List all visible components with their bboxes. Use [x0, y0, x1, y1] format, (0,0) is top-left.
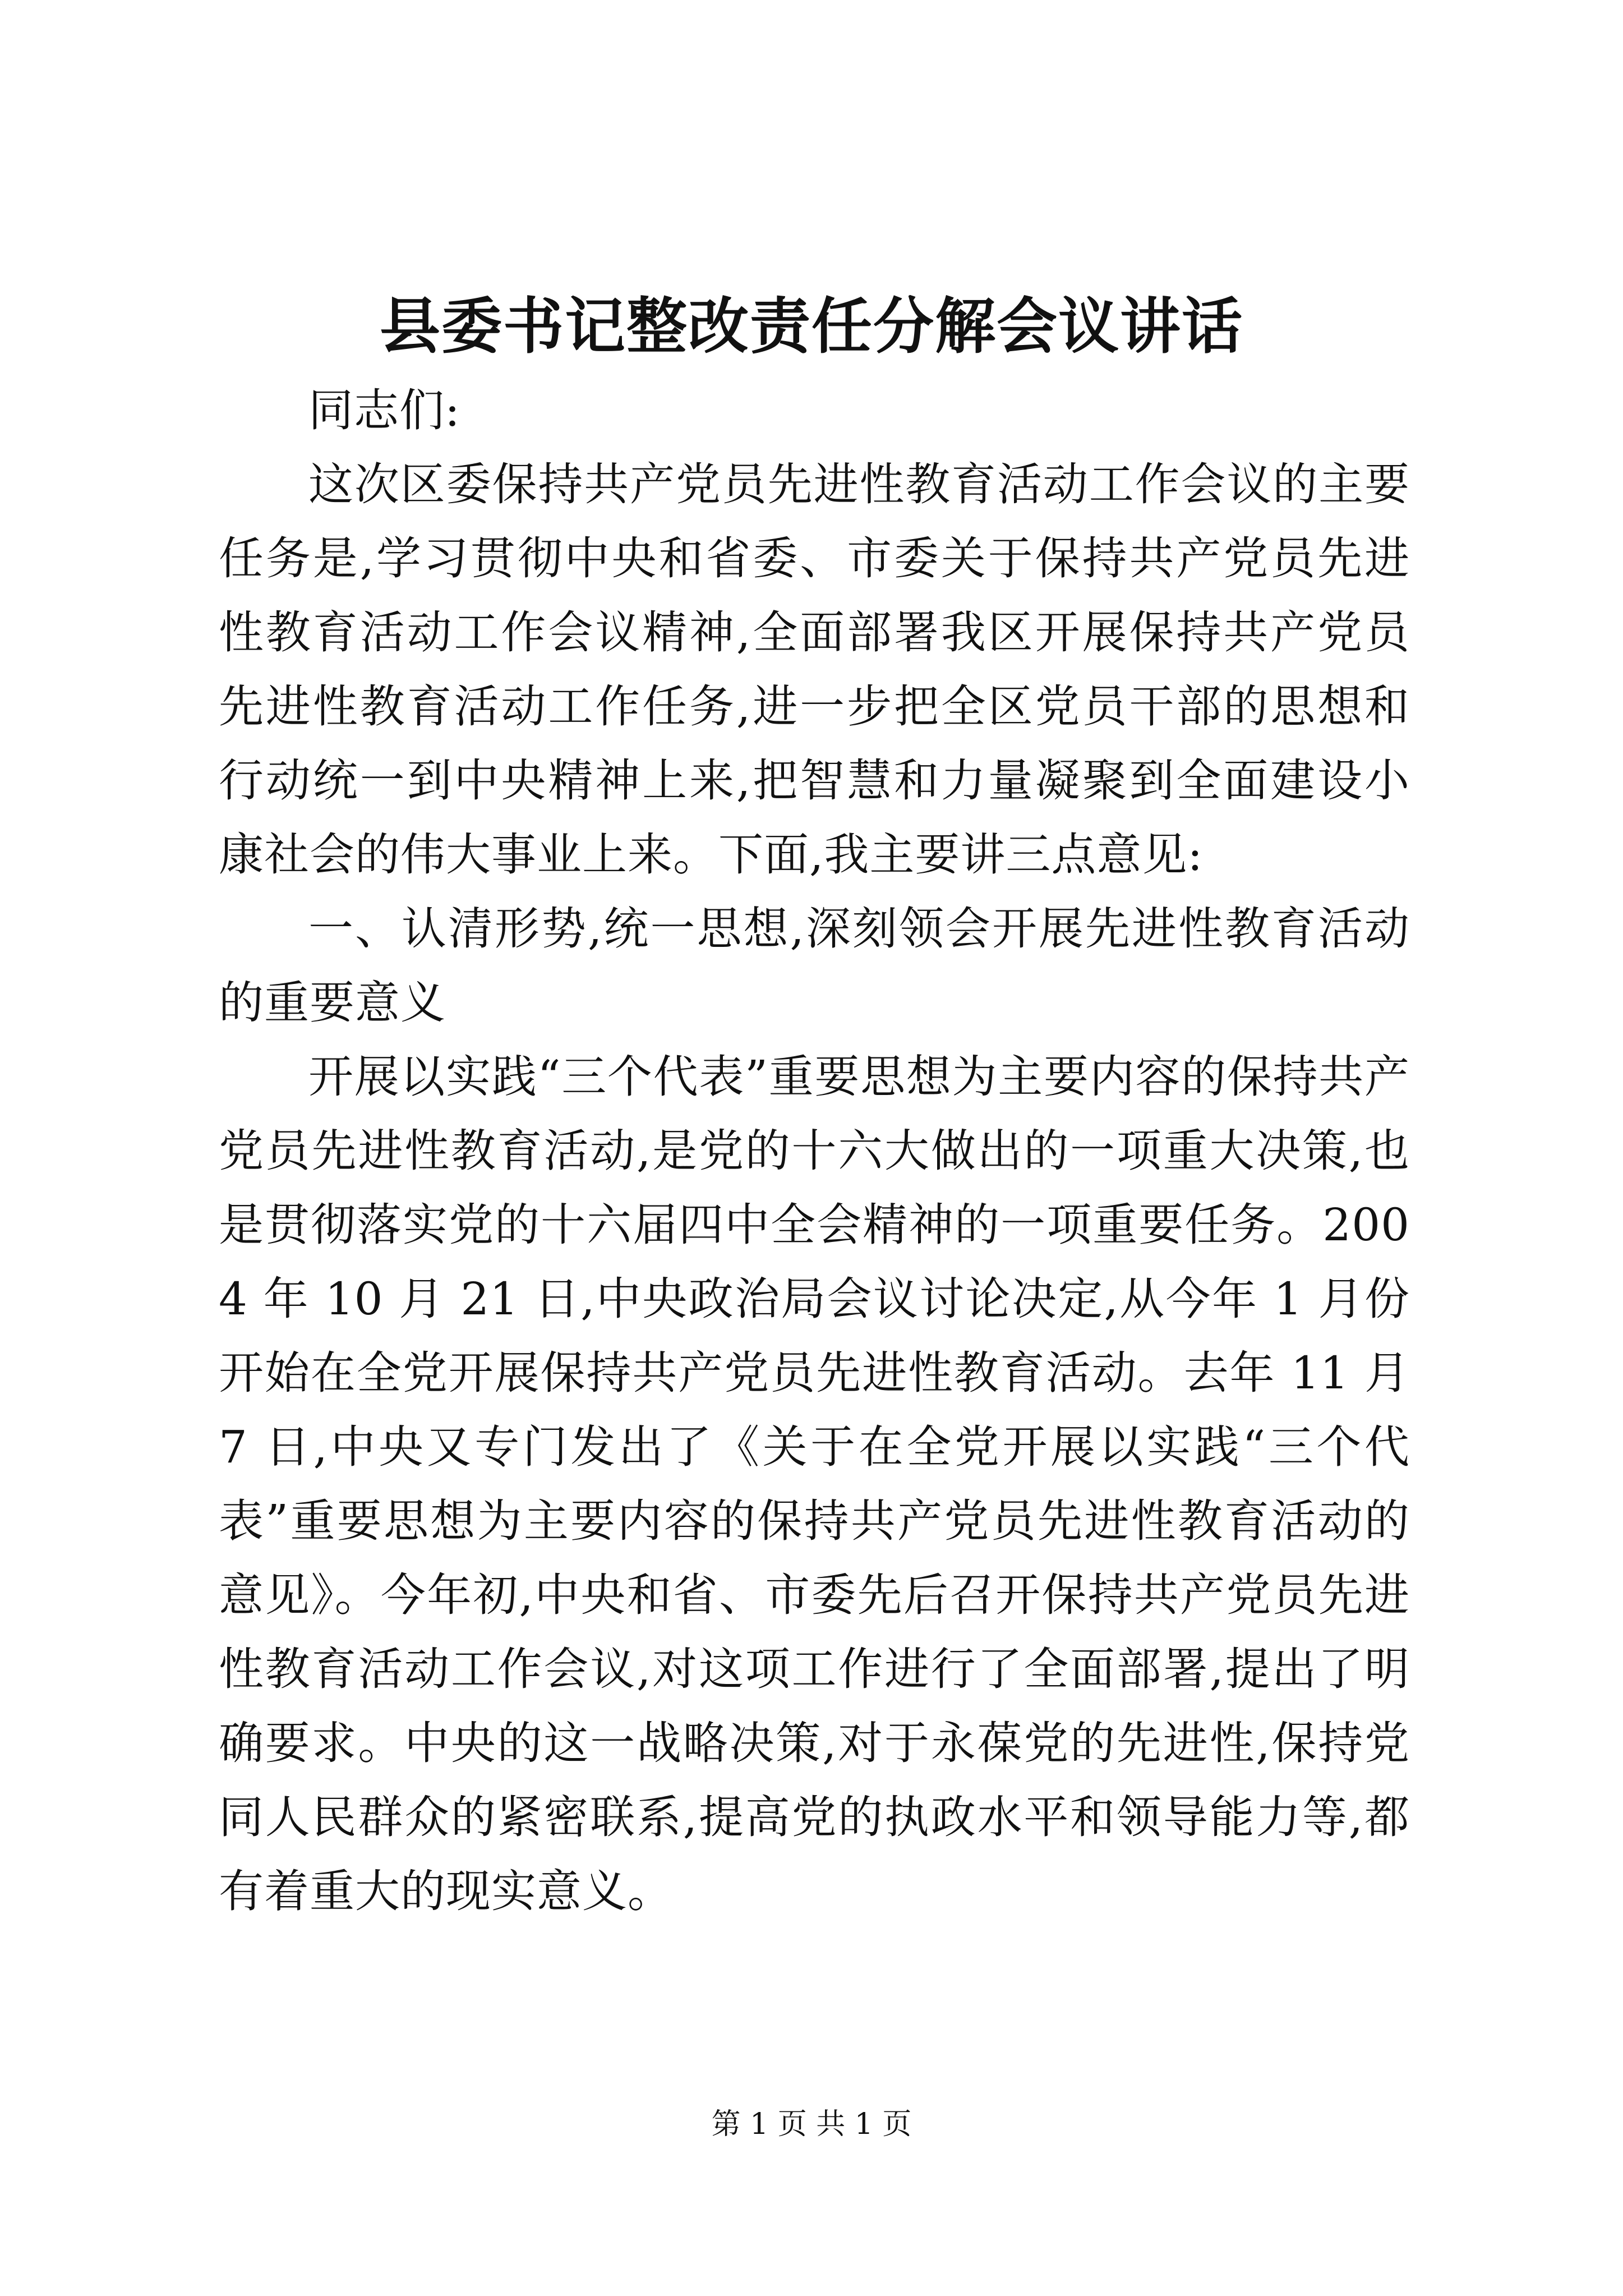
page-footer: 第 1 页 共 1 页 — [711, 2108, 912, 2141]
intro-paragraph: 这次区委保持共产党员先进性教育活动工作会议的主要任务是,学习贯彻中央和省委、市委关于保持共产党员先进性教育活动工作会议精神,全面部署我区开展保持共产党员先进性教育活动工作任务,进一步把全区党员干部的思想和行动统一到中央精神上来,把智慧和力量凝聚到全面建设小康社会的伟大事业上来。下面,我主要讲三点意见: — [219, 458, 1410, 881]
section-heading-1: 一、认清形势,统一思想,深刻领会开展先进性教育活动的重要意义 — [219, 903, 1410, 1029]
body-paragraph-1: 开展以实践“三个代表”重要思想为主要内容的保持共产党员先进性教育活动,是党的十六大做出的一项重大决策,也是贯彻落实党的十六届四中全会精神的一项重要任务。2004 年 10 月 21 日,中央政治局会议讨论决定,从今年 1 月份开始在全党开展保持共产党员先进性教育活动。去年 11 月 7 日,中央又专门发出了《关于在全党开展以实践“三个代表”重要思想为主要内容的保持共产党员先进性教育活动的意见》。今年初,中央和省、市委先后召开保持共产党员先进性教育活动工作会议,对这项工作进行了全面部署,提出了明确要求。中央的这一战略决策,对于永葆党的先进性,保持党同人民群众的紧密联系,提高党的执政水平和领导能力等,都有着重大的现实意义。 — [219, 1051, 1410, 1917]
salutation-paragraph: 同志们: — [308, 384, 460, 436]
document-title: 县委书记整改责任分解会议讲话 — [379, 291, 1243, 362]
document-body — [219, 374, 1410, 1929]
